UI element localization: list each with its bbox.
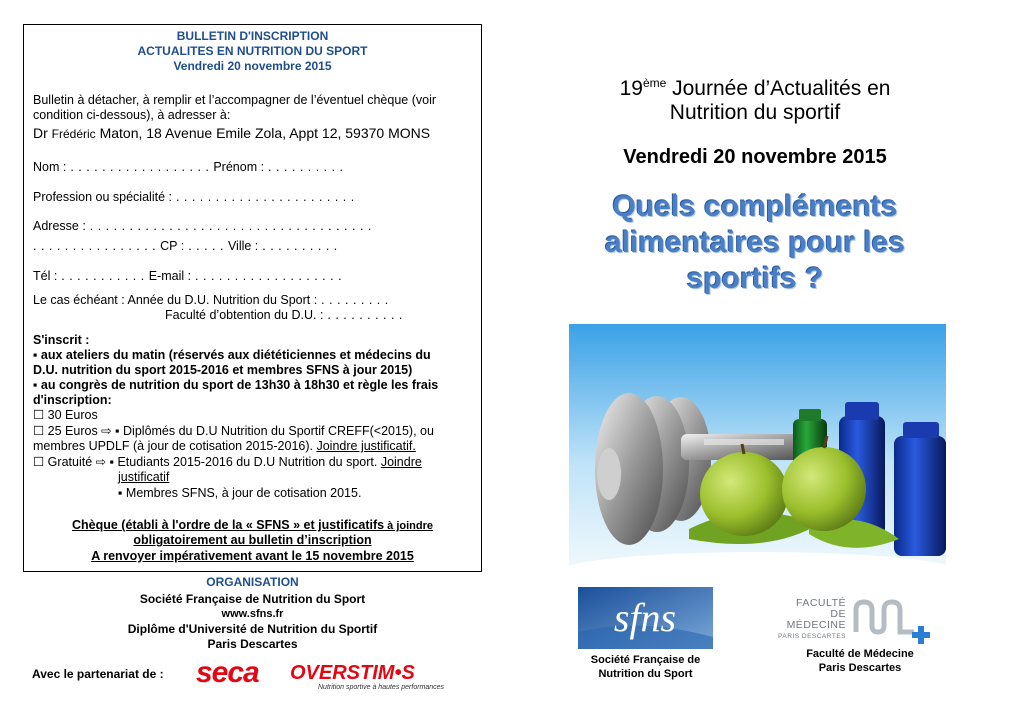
organisation-line-4: Paris Descartes [207,637,298,651]
form-header-date: Vendredi 20 novembre 2015 [173,59,332,73]
overstims-tagline: Nutrition sportive à hautes performances [318,684,445,691]
bullet-congres-1: ▪ au congrès de nutrition du sport de 13h30 à 18h30 et règle les frais [33,378,439,392]
organisation-line-3: Diplôme d'Université de Nutrition du Sportif [127,622,378,636]
bullet-congres-2: d'inscription: [33,393,112,407]
mailing-address: Dr Frédéric Maton, 18 Avenue Emile Zola, Appt 12, 59370 MONS [33,125,431,141]
field-du-faculty[interactable]: Faculté d’obtention du D.U. : . . . . . . . . . . [165,308,403,322]
form-header-title: BULLETIN D'INSCRIPTION [176,29,329,43]
cheque-line-2: obligatoirement au bulletin d’inscription [133,533,372,547]
dumbbell-apples-supplements-photo [569,324,946,577]
headline-line-1: Quels compléments [612,190,898,223]
option-gratuite[interactable]: ☐ Gratuité ⇨ ▪ Etudiants 2015-2016 du D.U Nutrition du sport. Joindre [33,455,422,469]
sfns-logo [578,587,713,649]
headline-line-2: alimentaires pour les [604,226,906,259]
cheque-line-1: Chèque (établi à l'ordre de la « SFNS » et justificatifs à joindre [72,518,433,532]
bullet-ateliers-1: ▪ aux ateliers du matin (réservés aux diététiciennes et médecins du [33,348,431,362]
option-30-euros[interactable]: ☐ 30 Euros [33,408,98,422]
field-cp-ville[interactable]: . . . . . . . . . . . . . . . . CP : . . . . . Ville : . . . . . . . . . . [33,239,338,253]
faculty-caption: Faculté de Médecine Paris Descartes [806,648,914,674]
seca-logo: seca [196,656,259,689]
event-date: Vendredi 20 novembre 2015 [623,146,887,168]
field-nom[interactable]: Nom : . . . . . . . . . . . . . . . . . . Prénom : . . . . . . . . . . [33,160,344,174]
faculty-logo-text: FACULTÉ DE MÉDECINE PARIS DESCARTES [778,597,846,640]
organisation-website: www.sfns.fr [221,608,284,620]
partners-label: Avec le partenariat de : [32,667,164,681]
return-deadline: A renvoyer impérativement avant le 15 novembre 2015 [91,549,414,563]
faculty-logo-mark [852,596,932,646]
option-sfns-members: ▪ Membres SFNS, à jour de cotisation 2015. [118,486,362,500]
inscrit-title: S'inscrit : [33,333,90,347]
bullet-ateliers-2: D.U. nutrition du sport 2015-2016 et membres SFNS à jour 2015) [33,363,413,377]
organisation-line-1: Société Française de Nutrition du Sport [139,592,366,606]
event-title-line2: Nutrition du sportif [669,101,841,124]
field-du-year[interactable]: Le cas échéant : Année du D.U. Nutrition du Sport : . . . . . . . . . [33,293,389,307]
organisation-title: ORGANISATION [206,575,299,589]
field-tel-email[interactable]: Tél : . . . . . . . . . . . E-mail : . . . . . . . . . . . . . . . . . . . [33,269,343,283]
intro-line-1: Bulletin à détacher, à remplir et l’accompagner de l’éventuel chèque (voir [33,93,437,107]
field-profession[interactable]: Profession ou spécialité : . . . . . . . . . . . . . . . . . . . . . . . [33,190,355,204]
registration-form [23,24,482,572]
event-title: 19ème Journée d’Actualités en [619,76,891,100]
overstims-logo: OVERSTIM•S [290,662,415,684]
option-25-euros-detail: membres UPDLF (à jour de cotisation 2015-2016). Joindre justificatif. [33,439,416,453]
form-header-subtitle: ACTUALITES EN NUTRITION DU SPORT [137,44,368,58]
headline-line-3: sportifs ? [686,262,824,295]
field-adresse[interactable]: Adresse : . . . . . . . . . . . . . . . . . . . . . . . . . . . . . . . . . . . . [33,219,372,233]
sfns-caption: Société Française de Nutrition du Sport [590,654,701,680]
option-gratuite-justificatif: justificatif [118,470,170,484]
svg-text:sfns: sfns [613,595,677,640]
intro-line-2: condition ci-dessous), à adresser à: [33,108,231,122]
option-25-euros[interactable]: ☐ 25 Euros ⇨ ▪ Diplômés du D.U Nutrition du Sportif CREFF(<2015), ou [33,424,434,438]
